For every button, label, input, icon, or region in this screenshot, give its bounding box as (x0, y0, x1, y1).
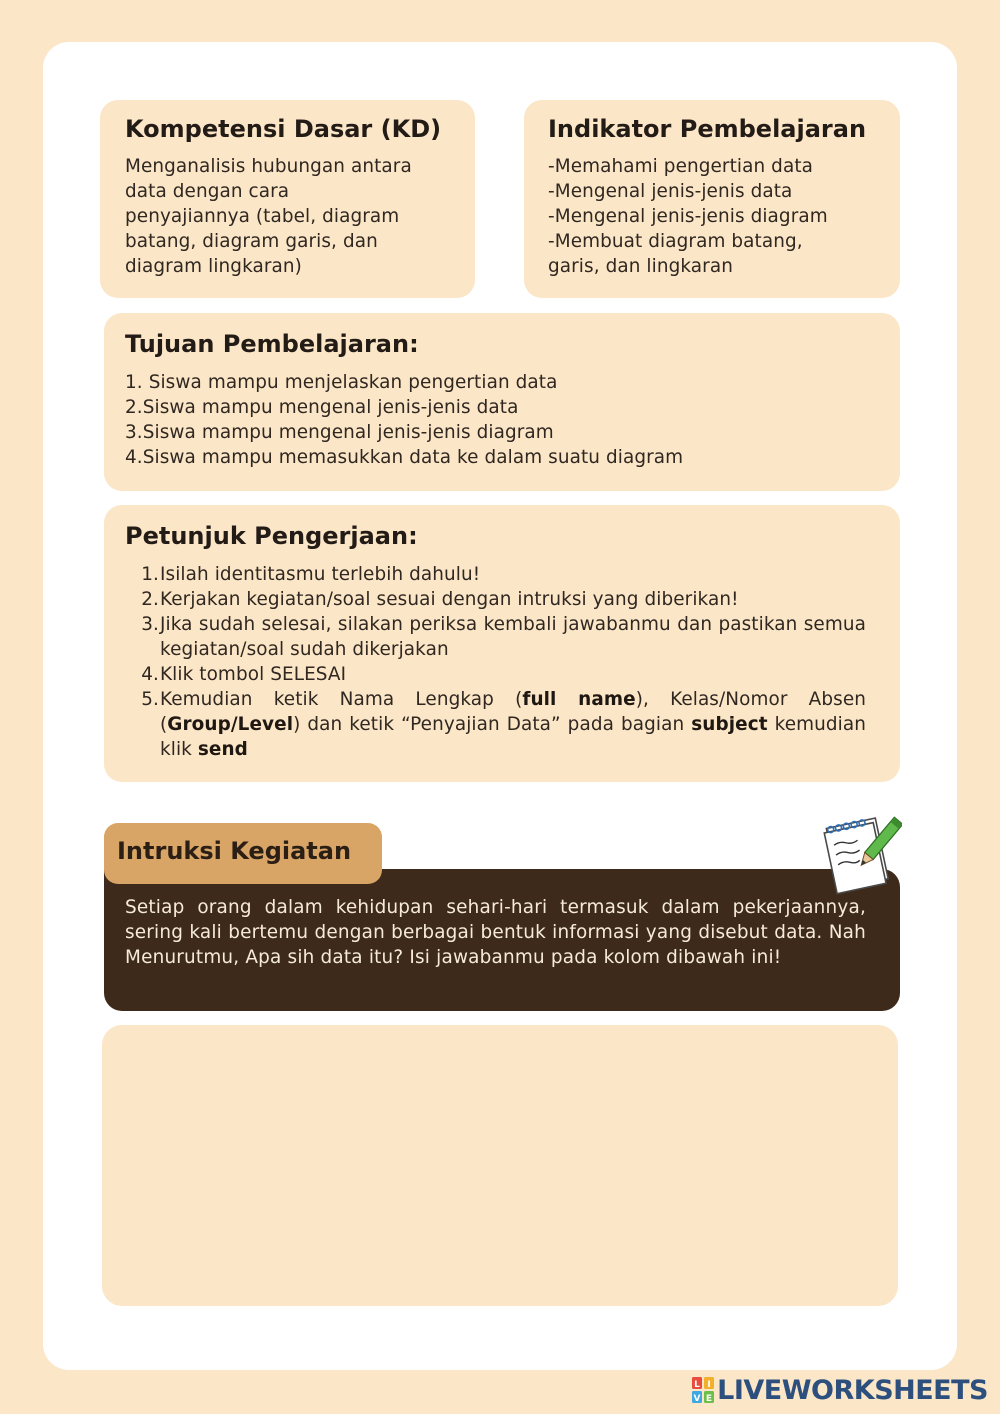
notepad-pencil-icon (820, 808, 902, 896)
logo-letter: E (706, 1394, 713, 1404)
logo-letter: V (693, 1394, 701, 1404)
kd-line: penyajiannya (tabel, diagram (125, 206, 400, 227)
indikator-list (548, 154, 890, 279)
step-number: 4. (141, 664, 159, 685)
step-number: 2. (141, 589, 159, 610)
step-number: 1. (141, 564, 159, 585)
tujuan-item: 2.Siswa mampu mengenal jenis-jenis data (125, 397, 519, 418)
indikator-line: -Mengenal jenis-jenis data (548, 181, 793, 202)
step-number: 3. (141, 614, 159, 635)
step-text-part: Kemudian ketik Nama Lengkap ( (160, 689, 523, 710)
petunjuk-item (125, 612, 866, 662)
step-text-part: ), Kelas/Nomor Absen ( (160, 689, 866, 735)
step-text (160, 687, 866, 762)
kd-line: data dengan cara (125, 181, 290, 202)
petunjuk-item (125, 562, 866, 587)
kd-line: batang, diagram garis, dan (125, 231, 378, 252)
instruksi-tab-label: Intruksi Kegiatan (117, 837, 352, 865)
step-keyword: Group/Level (167, 714, 294, 735)
step-keyword: send (197, 739, 248, 760)
tujuan-card (104, 313, 900, 491)
step-text: Kerjakan kegiatan/soal sesuai dengan intruksi yang diberikan! (160, 589, 739, 610)
step-text-part: kemudian klik (160, 714, 866, 760)
answer-textarea[interactable] (102, 1025, 898, 1306)
kompetensi-dasar-card (100, 100, 475, 298)
step-keyword: subject (691, 714, 768, 735)
indikator-title: Indikator Pembelajaran (548, 115, 867, 143)
liveworksheets-logo-icon (691, 1376, 715, 1404)
tujuan-item: 1. Siswa mampu menjelaskan pengertian data (125, 372, 558, 393)
brand-text: LIVEWORKSHEETS (717, 1374, 988, 1406)
petunjuk-list (125, 562, 866, 762)
indikator-line: -Mengenal jenis-jenis diagram (548, 206, 828, 227)
step-text: Isilah identitasmu terlebih dahulu! (160, 564, 481, 585)
indikator-line: garis, dan lingkaran (548, 256, 733, 277)
instruksi-tab (104, 823, 382, 884)
kd-line: diagram lingkaran) (125, 256, 302, 277)
petunjuk-item (125, 687, 866, 762)
kd-line: Menganalisis hubungan antara (125, 156, 412, 177)
step-text: Jika sudah selesai, silakan periksa kembali jawabanmu dan pastikan semua kegiatan/soal sudah dikerjakan (160, 614, 866, 660)
petunjuk-item (125, 587, 866, 612)
tujuan-list (125, 370, 880, 470)
logo-letter: I (707, 1380, 711, 1390)
tujuan-item: 3.Siswa mampu mengenal jenis-jenis diagram (125, 422, 554, 443)
step-keyword: full name (522, 689, 636, 710)
logo-letter: L (694, 1380, 701, 1390)
petunjuk-item (125, 662, 866, 687)
step-text: Klik tombol SELESAI (160, 664, 347, 685)
instruksi-box (104, 869, 900, 1011)
step-number: 5. (141, 689, 159, 710)
tujuan-item: 4.Siswa mampu memasukkan data ke dalam suatu diagram (125, 447, 684, 468)
instruksi-text: Setiap orang dalam kehidupan sehari-hari termasuk dalam pekerjaannya, sering kali bertemu dengan berbagai bentuk informasi yang disebut data. Nah Menurutmu, Apa sih data itu? Isi jawabanmu pada kolom dibawah ini! (125, 897, 866, 968)
step-text-part: ) dan ketik “Penyajian Data” pada bagian (293, 714, 692, 735)
liveworksheets-brand (691, 1373, 988, 1407)
indikator-line: -Membuat diagram batang, (548, 231, 803, 252)
indikator-line: -Memahami pengertian data (548, 156, 814, 177)
kd-description (125, 154, 453, 279)
petunjuk-title: Petunjuk Pengerjaan: (125, 522, 418, 550)
petunjuk-card (104, 505, 900, 782)
kd-title: Kompetensi Dasar (KD) (125, 115, 442, 143)
tujuan-title: Tujuan Pembelajaran: (125, 330, 419, 358)
indikator-card (524, 100, 900, 298)
